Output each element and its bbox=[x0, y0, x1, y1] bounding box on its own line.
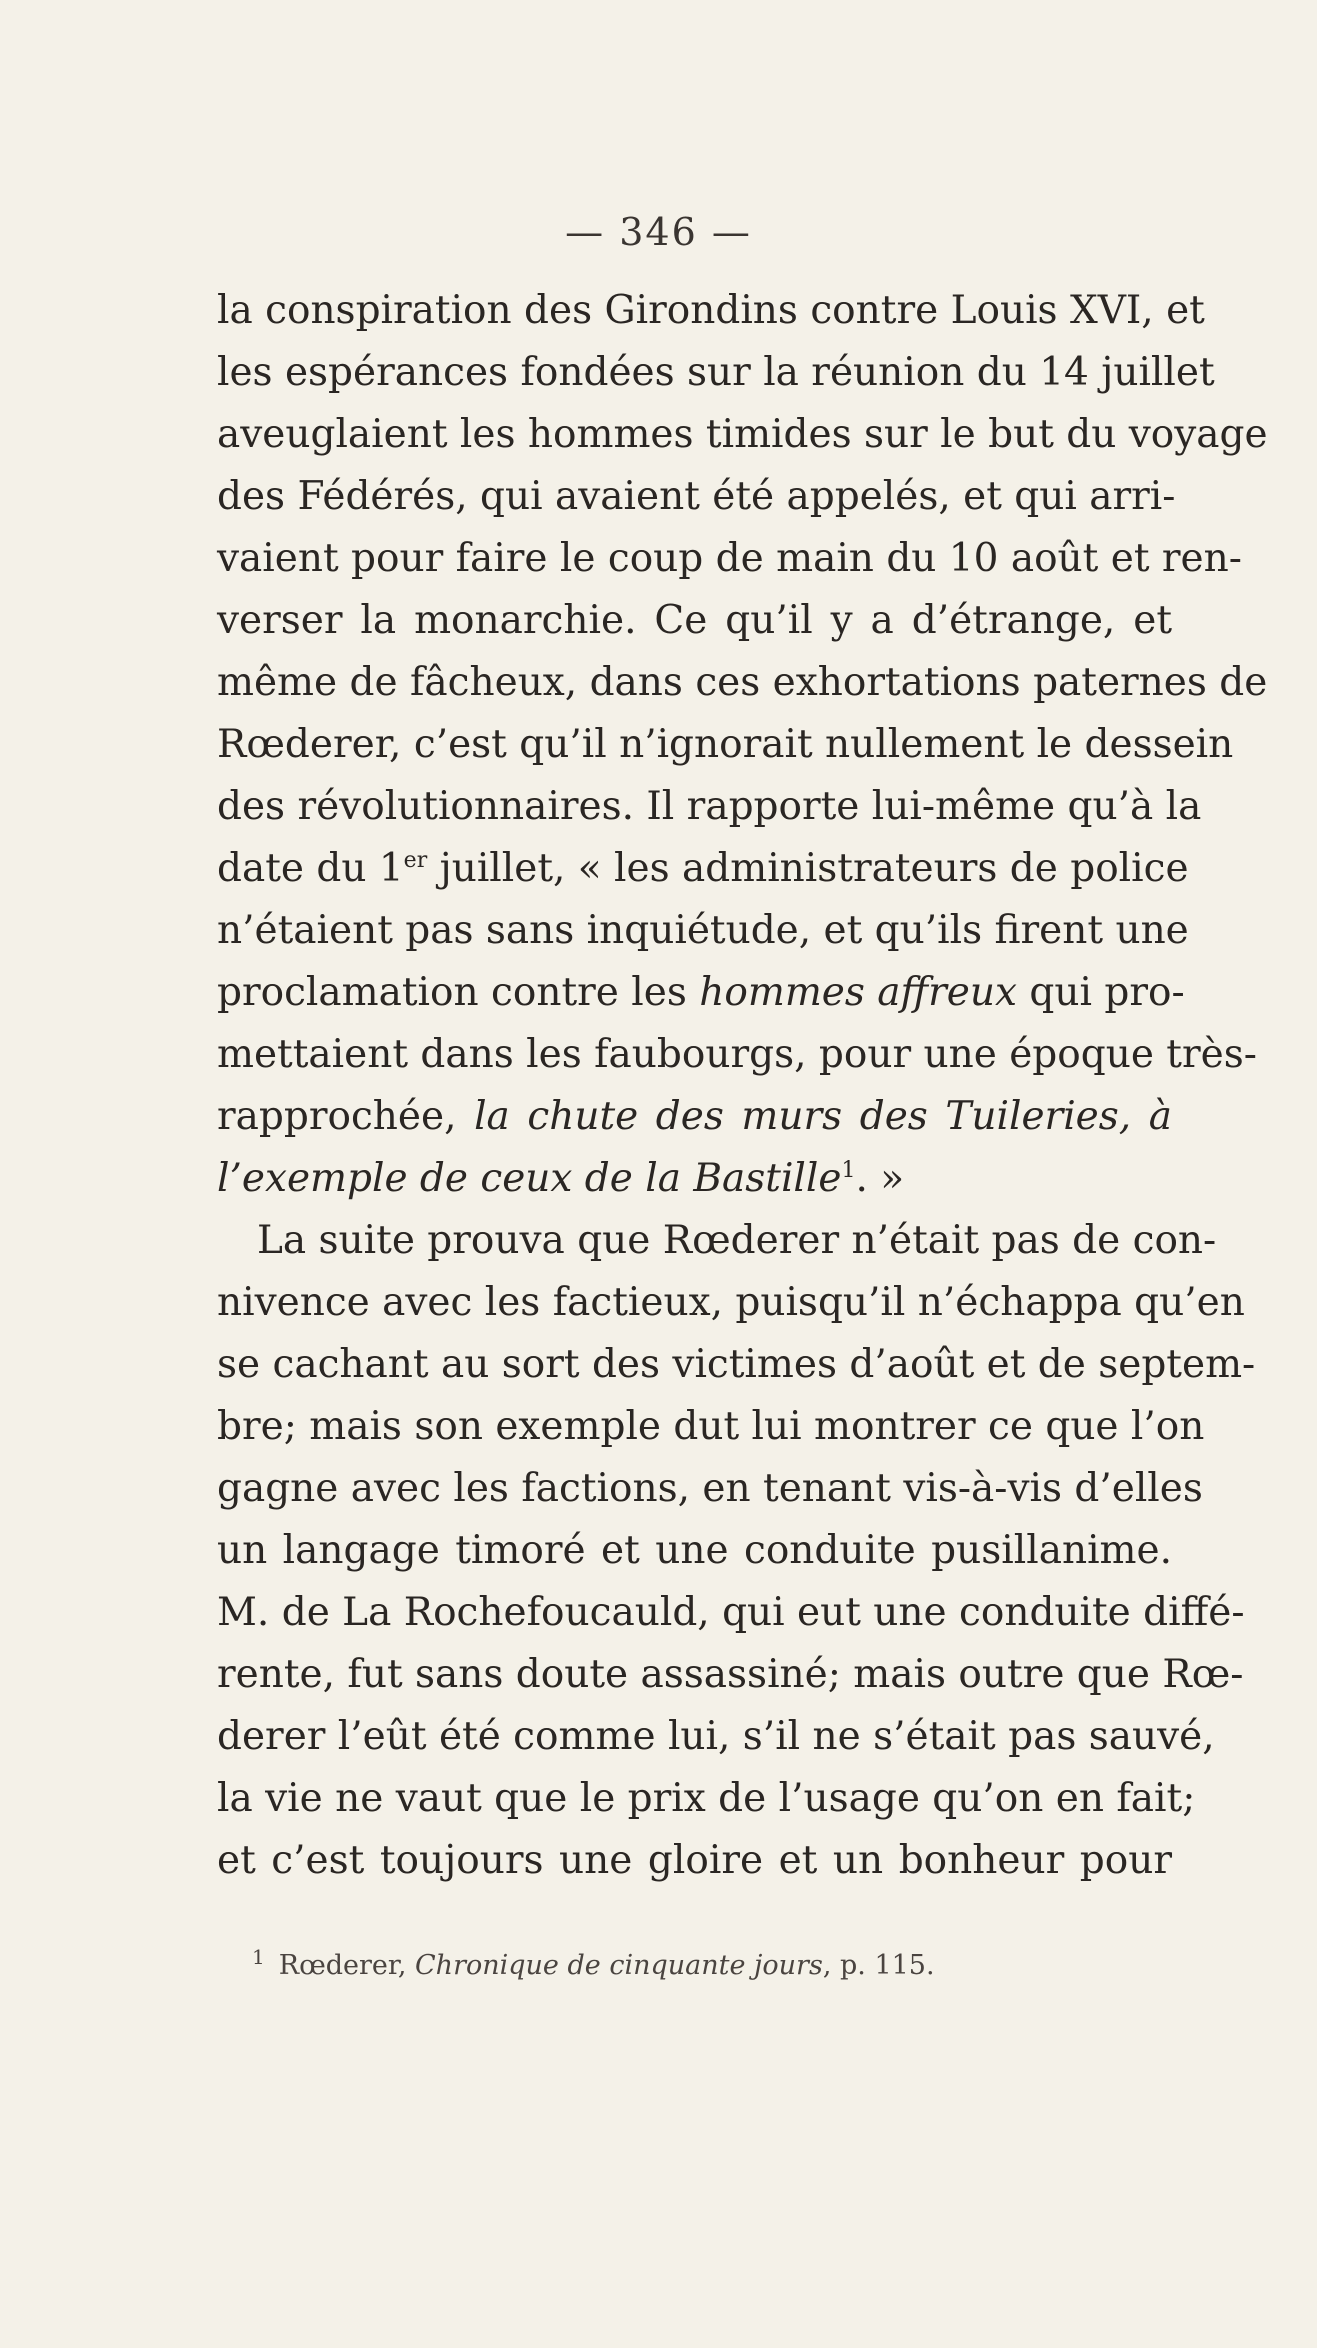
text-line: un langage timoré et une conduite pusillanime. bbox=[217, 1528, 1172, 1573]
text-line: date du 1er juillet, « les administrateurs de police bbox=[217, 846, 1189, 891]
text-line: nivence avec les factieux, puisqu’il n’échappa qu’en bbox=[217, 1280, 1245, 1325]
text-line: verser la monarchie. Ce qu’il y a d’étrange, et bbox=[217, 598, 1172, 643]
text-line: des Fédérés, qui avaient été appelés, et qui arri- bbox=[217, 474, 1176, 519]
footnote-title: Chronique de cinquante jours bbox=[415, 1950, 823, 1981]
footnote-marker: 1 bbox=[841, 1158, 856, 1183]
text-line: les espérances fondées sur la réunion du 14 juillet bbox=[217, 350, 1215, 395]
text-line: se cachant au sort des victimes d’août et de septem- bbox=[217, 1342, 1256, 1387]
italic-phrase: l’exemple de ceux de la Bastille bbox=[217, 1156, 842, 1201]
text-line: M. de La Rochefoucauld, qui eut une conduite diffé- bbox=[217, 1590, 1245, 1635]
text-line: proclamation contre les hommes affreux qui pro- bbox=[217, 970, 1185, 1015]
text-line: La suite prouva que Rœderer n’était pas de con- bbox=[257, 1218, 1217, 1263]
text-line: aveuglaient les hommes timides sur le but du voyage bbox=[217, 412, 1268, 457]
text-line: même de fâcheux, dans ces exhortations paternes de bbox=[217, 660, 1268, 705]
text-line: Rœderer, c’est qu’il n’ignorait nullement le dessein bbox=[217, 722, 1234, 767]
text-line: des révolutionnaires. Il rapporte lui-même qu’à la bbox=[217, 784, 1202, 829]
text-line: vaient pour faire le coup de main du 10 août et ren- bbox=[217, 536, 1242, 581]
footnote-number: 1 bbox=[252, 1945, 265, 1969]
italic-phrase: la chute des murs des Tuileries, à bbox=[474, 1094, 1173, 1139]
footnote-author: Rœderer, bbox=[278, 1950, 416, 1981]
superscript: er bbox=[403, 848, 428, 873]
text-line: rapprochée, la chute des murs des Tuileries, à bbox=[217, 1094, 1173, 1139]
text-line: mettaient dans les faubourgs, pour une époque très- bbox=[217, 1032, 1257, 1077]
text-line: gagne avec les factions, en tenant vis-à-vis d’elles bbox=[217, 1466, 1203, 1511]
text-line: la vie ne vaut que le prix de l’usage qu’on en fait; bbox=[217, 1776, 1196, 1821]
italic-phrase: hommes affreux bbox=[699, 970, 1018, 1015]
text-line: n’étaient pas sans inquiétude, et qu’ils firent une bbox=[217, 908, 1189, 953]
text-line: rente, fut sans doute assassiné; mais outre que Rœ- bbox=[217, 1652, 1244, 1697]
footnote-page: , p. 115. bbox=[822, 1950, 935, 1981]
text-line: bre; mais son exemple dut lui montrer ce que l’on bbox=[217, 1404, 1205, 1449]
body-text bbox=[217, 280, 1268, 1892]
text-line: la conspiration des Girondins contre Louis XVI, et bbox=[217, 288, 1205, 333]
footnote bbox=[252, 1945, 1152, 1981]
text-line: derer l’eût été comme lui, s’il ne s’était pas sauvé, bbox=[217, 1714, 1215, 1759]
text-line: l’exemple de ceux de la Bastille$^1$. » bbox=[217, 1156, 905, 1201]
text-line: et c’est toujours une gloire et un bonheur pour bbox=[217, 1838, 1172, 1883]
page-number: — 346 — bbox=[565, 210, 752, 254]
